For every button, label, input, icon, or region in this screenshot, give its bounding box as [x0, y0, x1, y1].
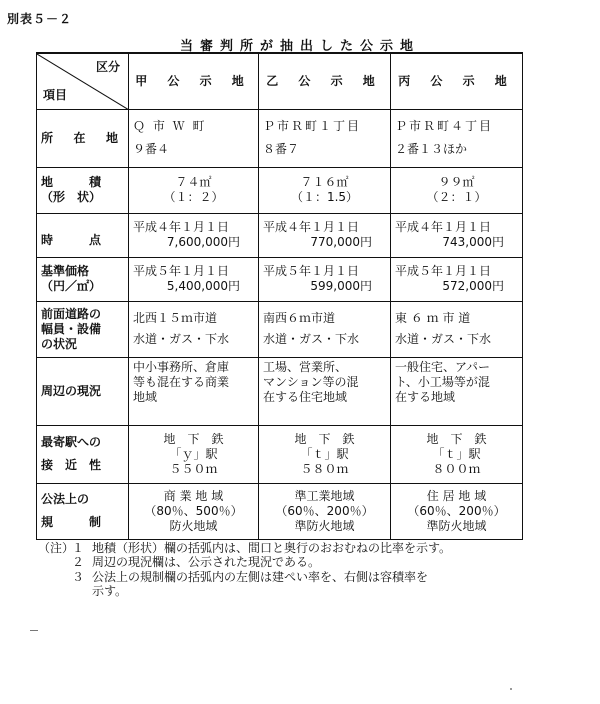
- cell-date-otsu: 平成４年１月１日 770,000円: [259, 213, 391, 257]
- cell-location-ko: Ｑ 市 Ｗ 町 ９番４: [129, 109, 259, 167]
- corner-cell: [37, 53, 129, 109]
- annex-label: 別表５－２: [7, 12, 73, 26]
- cell-date-hei: 平成４年１月１日 743,000円: [391, 213, 523, 257]
- header-hei: 丙 公 示 地: [391, 53, 523, 109]
- cell-price-hei: 平成５年１月１日 572,000円: [391, 257, 523, 301]
- cell-area-ko: ７４㎡ （１：２）: [129, 167, 259, 213]
- corner-category: 区分: [95, 60, 120, 74]
- row-station: [37, 425, 523, 483]
- row-date: [37, 213, 523, 257]
- scan-mark: [30, 630, 38, 631]
- note-mark: （注）: [38, 541, 75, 555]
- label-location: 所 在 地: [37, 109, 129, 167]
- cell-road-ko: 北西１５ｍ市道 水道・ガス・下水: [129, 301, 259, 357]
- row-road: [37, 301, 523, 357]
- row-price: [37, 257, 523, 301]
- cell-station-otsu: 地 下 鉄 「ｔ」駅 ５８０ｍ: [259, 425, 391, 483]
- cell-station-hei: 地 下 鉄 「ｔ」駅 ８００ｍ: [391, 425, 523, 483]
- cell-surroundings-ko: 中小事務所、倉庫 等も混在する商業 地域: [129, 357, 259, 425]
- row-area: [37, 167, 523, 213]
- label-regulation: 公法上の 規 制: [37, 483, 129, 539]
- cell-price-ko: 平成５年１月１日 5,400,000円: [129, 257, 259, 301]
- cell-price-otsu: 平成５年１月１日 599,000円: [259, 257, 391, 301]
- cell-regulation-ko: 商 業 地 域 （80％、500％） 防火地域: [129, 483, 259, 539]
- label-road: 前面道路の 幅員・設備 の状況: [37, 301, 129, 357]
- cell-regulation-hei: 住 居 地 域 （60％、200％） 準防火地域: [391, 483, 523, 539]
- cell-station-ko: 地 下 鉄 「ｙ」駅 ５５０ｍ: [129, 425, 259, 483]
- cell-date-ko: 平成４年１月１日 7,600,000円: [129, 213, 259, 257]
- cell-road-otsu: 南西６ｍ市道 水道・ガス・下水: [259, 301, 391, 357]
- cell-location-hei: Ｐ市Ｒ町４丁目 ２番１３ほか: [391, 109, 523, 167]
- label-price: 基準価格 （円／㎡）: [37, 257, 129, 301]
- cell-regulation-otsu: 準工業地域 （60％、200％） 準防火地域: [259, 483, 391, 539]
- note-3-continuation: 示す。: [92, 584, 128, 599]
- label-area: 地 積 （形 状）: [37, 167, 129, 213]
- note-3: ３ 公法上の規制欄の括弧内の左側は建ぺい率を、右側は容積率を: [72, 569, 429, 584]
- public-land-table: [36, 52, 523, 540]
- note-1: （注） １ 地積（形状）欄の括弧内は、間口と奥行のおおむねの比率を示す。: [38, 541, 452, 555]
- header-ko: 甲 公 示 地: [129, 53, 259, 109]
- row-regulation: [37, 483, 523, 539]
- scan-dot: [510, 688, 512, 690]
- label-surroundings: 周辺の現況: [37, 357, 129, 425]
- cell-area-otsu: ７１６㎡ （１：1.5）: [259, 167, 391, 213]
- label-date: 時 点: [37, 213, 129, 257]
- note-2: ２ 周辺の現況欄は、公示された現況である。: [72, 555, 321, 570]
- cell-road-hei: 東 ６ ｍ 市 道 水道・ガス・下水: [391, 301, 523, 357]
- cell-surroundings-hei: 一般住宅、アパー ト、小工場等が混 在する地域: [391, 357, 523, 425]
- cell-surroundings-otsu: 工場、営業所、 マンション等の混 在する住宅地域: [259, 357, 391, 425]
- table-title: 当審判所が抽出した公示地: [179, 39, 420, 54]
- cell-location-otsu: Ｐ市Ｒ町１丁目 ８番７: [259, 109, 391, 167]
- label-station: 最寄駅への 接 近 性: [37, 425, 129, 483]
- notes: [38, 541, 562, 599]
- header-row: [37, 53, 523, 109]
- row-surroundings: [37, 357, 523, 425]
- header-otsu: 乙 公 示 地: [259, 53, 391, 109]
- row-location: [37, 109, 523, 167]
- cell-area-hei: ９９㎡ （２：１）: [391, 167, 523, 213]
- corner-item: 項目: [43, 87, 68, 102]
